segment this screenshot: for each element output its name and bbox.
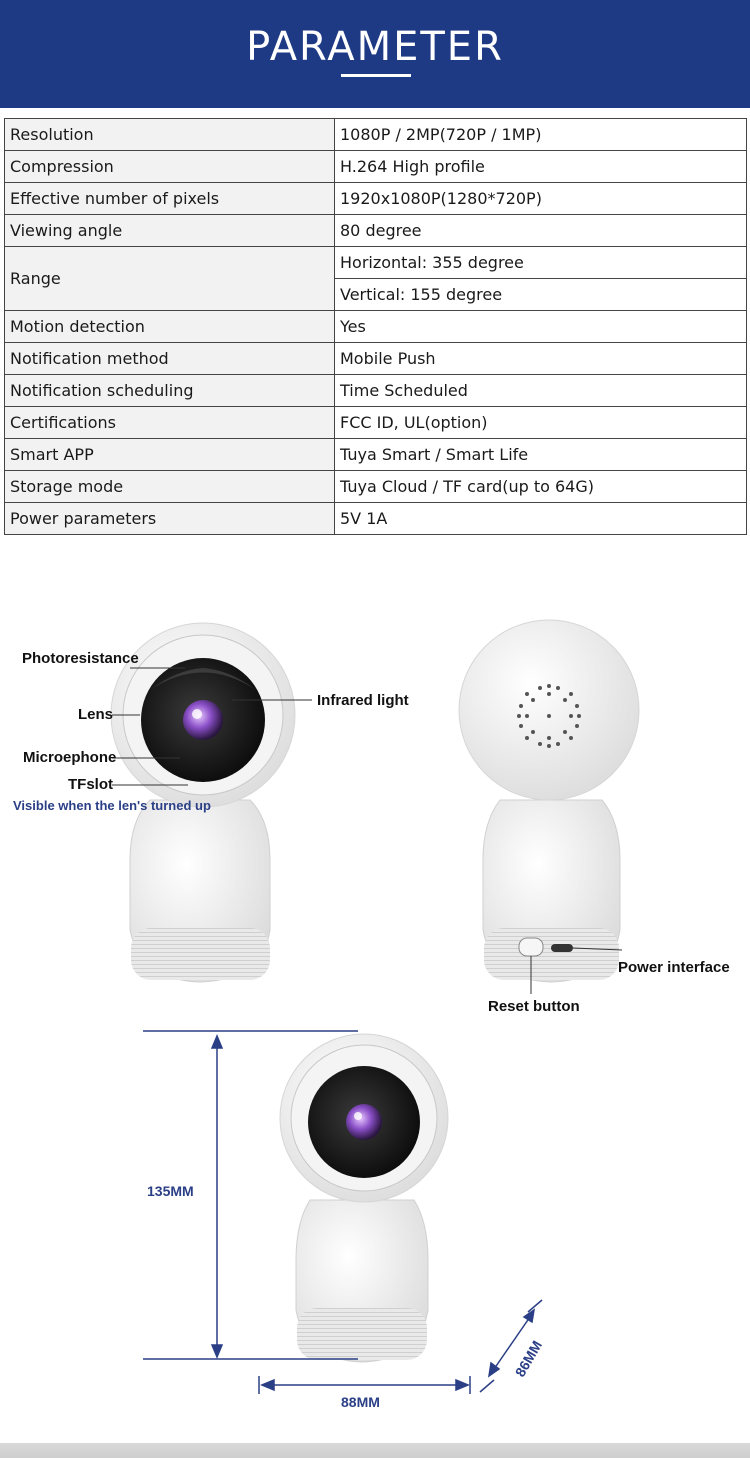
param-value: 1080P / 2MP(720P / 1MP) [335,119,747,151]
table-row [5,503,747,535]
param-name: Resolution [5,119,335,151]
reset-button-label: Reset button [488,998,580,1015]
param-value: Tuya Cloud / TF card(up to 64G) [335,471,747,503]
param-name: Notification scheduling [5,375,335,407]
table-row [5,311,747,343]
param-name: Certifications [5,407,335,439]
param-name: Compression [5,151,335,183]
table-row [5,407,747,439]
title-underline [341,74,411,77]
bottom-image-strip [0,1443,750,1458]
param-value: FCC ID, UL(option) [335,407,747,439]
table-row [5,247,747,279]
param-name: Power parameters [5,503,335,535]
param-value: Yes [335,311,747,343]
tfslot-note: Visible when the len's turned up [13,798,211,813]
camera-dimension-view [280,1034,448,1362]
param-value: 1920x1080P(1280*720P) [335,183,747,215]
param-name: Storage mode [5,471,335,503]
camera-back-view [459,620,639,982]
param-name: Effective number of pixels [5,183,335,215]
photoresistance-label: Photoresistance [22,650,139,667]
header-banner [0,0,750,108]
param-value: Vertical: 155 degree [335,279,747,311]
param-value: Time Scheduled [335,375,747,407]
table-row [5,119,747,151]
width-dimension: 88MM [341,1394,380,1410]
param-value: Tuya Smart / Smart Life [335,439,747,471]
depth-dimension: 86MM [511,1337,546,1380]
lens-label: Lens [78,706,114,723]
infrared-label: Infrared light [317,692,409,709]
product-illustrations [0,560,750,1440]
table-row [5,343,747,375]
param-value: Mobile Push [335,343,747,375]
param-value: 80 degree [335,215,747,247]
microphone-label: Microephone [23,749,117,766]
table-row [5,183,747,215]
table-row [5,215,747,247]
param-name: Notification method [5,343,335,375]
table-row [5,471,747,503]
param-value: H.264 High profile [335,151,747,183]
param-value: Horizontal: 355 degree [335,247,747,279]
param-name: Smart APP [5,439,335,471]
parameter-table [4,118,747,535]
param-name: Range [5,247,335,311]
param-name: Viewing angle [5,215,335,247]
tfslot-label: TFslot [68,776,113,793]
power-interface-label: Power interface [618,959,730,976]
table-row [5,375,747,407]
param-value: 5V 1A [335,503,747,535]
param-name: Motion detection [5,311,335,343]
height-dimension: 135MM [147,1183,194,1199]
table-row [5,439,747,471]
table-row [5,151,747,183]
page-title: PARAMETER [246,24,504,70]
speaker-grille-icon [517,684,581,748]
